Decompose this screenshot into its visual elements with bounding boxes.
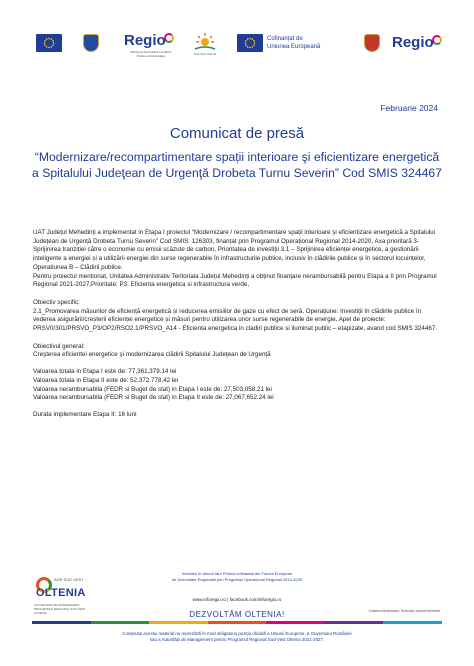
eu-cofinanced-line2: Uniunea Europeană xyxy=(267,44,321,50)
eu-stars-icon xyxy=(39,36,59,50)
eu-flag-icon xyxy=(36,34,62,52)
regional-agency-logo xyxy=(190,32,220,60)
document-date: Februarie 2024 xyxy=(380,103,438,113)
regio-logo xyxy=(122,30,182,60)
disclaimer-line1: Conținutul acestui material nu reprezintă în mod obligatoriu poziția oficială a Uniunii Europene, a Guvernului României xyxy=(122,631,352,636)
eu-cofinanced-text xyxy=(267,35,320,51)
footer-beneficiary-text: Unitatea Administrativ Teritoriala Judetul Mehedinti xyxy=(368,609,440,613)
value-line: Valoarea nerambursabila (FEDR si Buget de stat) in Etapa I este de: 27,503,058.21 lei xyxy=(33,385,272,393)
county-crest-icon xyxy=(364,34,380,52)
government-crest-icon xyxy=(83,34,99,52)
footer-investment-line2: de Dezvoltare Regională prin Programul Operațional Regional 2014-2020 xyxy=(171,576,303,582)
color-strip-segment xyxy=(208,621,267,624)
oltenia-region-name: OLTENIA xyxy=(36,587,86,599)
regio-right-text: Regio xyxy=(392,34,434,51)
regio-logo-text: Regio xyxy=(124,32,166,49)
value-line: Valoarea totala in Etapa II este de: 52.372.778,42 lei xyxy=(33,376,179,384)
document-title: Comunicat de presă xyxy=(169,125,305,142)
eu-cofinanced-flag-icon xyxy=(237,34,263,52)
general-objective-text: Creşterea eficientei energetice şi modernizarea clădirii Spitalului Judeţean de Urgenţă xyxy=(33,351,271,359)
color-strip-segment xyxy=(91,621,150,624)
color-strip-segment xyxy=(383,621,442,624)
regio-caption: Ministerul Dezvoltării Lucrărilor Publice Administrației xyxy=(130,50,172,58)
paragraph-intro: UAT Județul Mehedinți a implementat in Etapa I proiectul “Modernizare / recompartimentare spații interioare și eficientizare energetică a Spitalului Județean de Urgență Drobeta Turnu Severin” Cod SMIS: 126303, finanțat prin Programul Operațional Regional 2014-2020, Axa prioritară 3- Sprijinirea tranziției către o economie cu emisii scăzute de carbon, Prioritatea de investiții 3.1 – Sprijinirea eficienței energetice, a gestionării inteligente a energiei și a utilizării energiei din surse regenerabile în infrastructurile publice, inclusiv în clădirile publice și în sectorul locuințelor, Operatiunea B – Clădirii publice. xyxy=(33,229,436,271)
regio-right-ring-icon xyxy=(432,35,442,45)
header-logos xyxy=(0,28,474,68)
oltenia-region-top: ADR SUD-VEST xyxy=(54,577,84,582)
value-line: Valoarea nerambursabila (FEDR si Buget de stat) in Etapa II este de: 27,067,652.24 lei xyxy=(33,394,274,402)
general-objective-heading: Obiectivul general: xyxy=(33,342,85,350)
footer xyxy=(0,565,474,666)
specific-objective-heading: Obiectiv specific: xyxy=(33,298,80,306)
regio-ring-icon xyxy=(164,33,174,43)
eu-cofinanced-line1: Cofinanțat de xyxy=(267,36,303,42)
footer-investment-text xyxy=(130,571,344,582)
footer-investment-line1: Investim în viitorul tău! Proiect cofinanțat din Fondul European xyxy=(181,571,293,576)
footer-slogan: DEZVOLTĂM OLTENIA! xyxy=(189,610,285,619)
color-strip-segment xyxy=(32,621,91,624)
color-strip-segment xyxy=(149,621,208,624)
document-body xyxy=(33,229,445,420)
footer-color-strip xyxy=(32,621,442,624)
value-line: Valoarea totala in Etapa I este de: 77,361,379.14 lei xyxy=(33,368,177,376)
footer-disclaimer xyxy=(40,631,434,643)
managing-authority-text: AUTORITATE DE MANAGEMENT PROGRAMUL REGIONAL SUD-VEST OLTENIA xyxy=(34,603,86,615)
color-strip-segment xyxy=(266,621,325,624)
regio-logo-right xyxy=(392,32,448,56)
sunburst-icon xyxy=(190,32,220,52)
footer-links[interactable]: www.inforegio.ro | facebook.com/inforegio.ro xyxy=(192,597,282,602)
disclaimer-line2: sau a Autorității de Management pentru Programul Regional Sud-Vest Oltenia 2021-2027. xyxy=(149,637,325,642)
eu-stars-icon xyxy=(240,36,260,50)
specific-objective-text: 2.1_Promovarea măsurilor de eficiență energetică și reducerea emisiilor de gaze cu efect de seră, Operațiune: Investiții în clădirile publice în vederea asigurării/creșterii eficienței energetice și măsuri pentru utilizarea unor surse regenerabile de energie, Apel de proiecte: PRSV0/301/PRSVO_P3/OP2/RSO2.1/PRSVO_A14 - Eficienta energetica in cladiri publice si iluminat public – etapizate, avand cod SMIS 324467. xyxy=(33,307,438,333)
paragraph-funding: Pentru proiectul mentionat, Unitatea Administrativ Teritoriala Județul Mehedinți a obținut finanțare nerambursabilă pentru Etapa a II prin Programul Regional 2021-2027,Prioritate: P3. Eficienta energetica si infrastructura verde, xyxy=(33,272,437,289)
color-strip-segment xyxy=(325,621,384,624)
agency-caption: Sud-Vest Oltenia xyxy=(193,52,217,56)
document-subtitle: “Modernizare/recompartimentare spații interioare şi eficientizare energetică a Spitalului Judeţean de Urgenţă Drobeta Turnu Severin” Cod SMIS 324467 xyxy=(32,150,442,180)
duration-line: Durata implementare Etapa II: 16 luni xyxy=(33,410,137,418)
